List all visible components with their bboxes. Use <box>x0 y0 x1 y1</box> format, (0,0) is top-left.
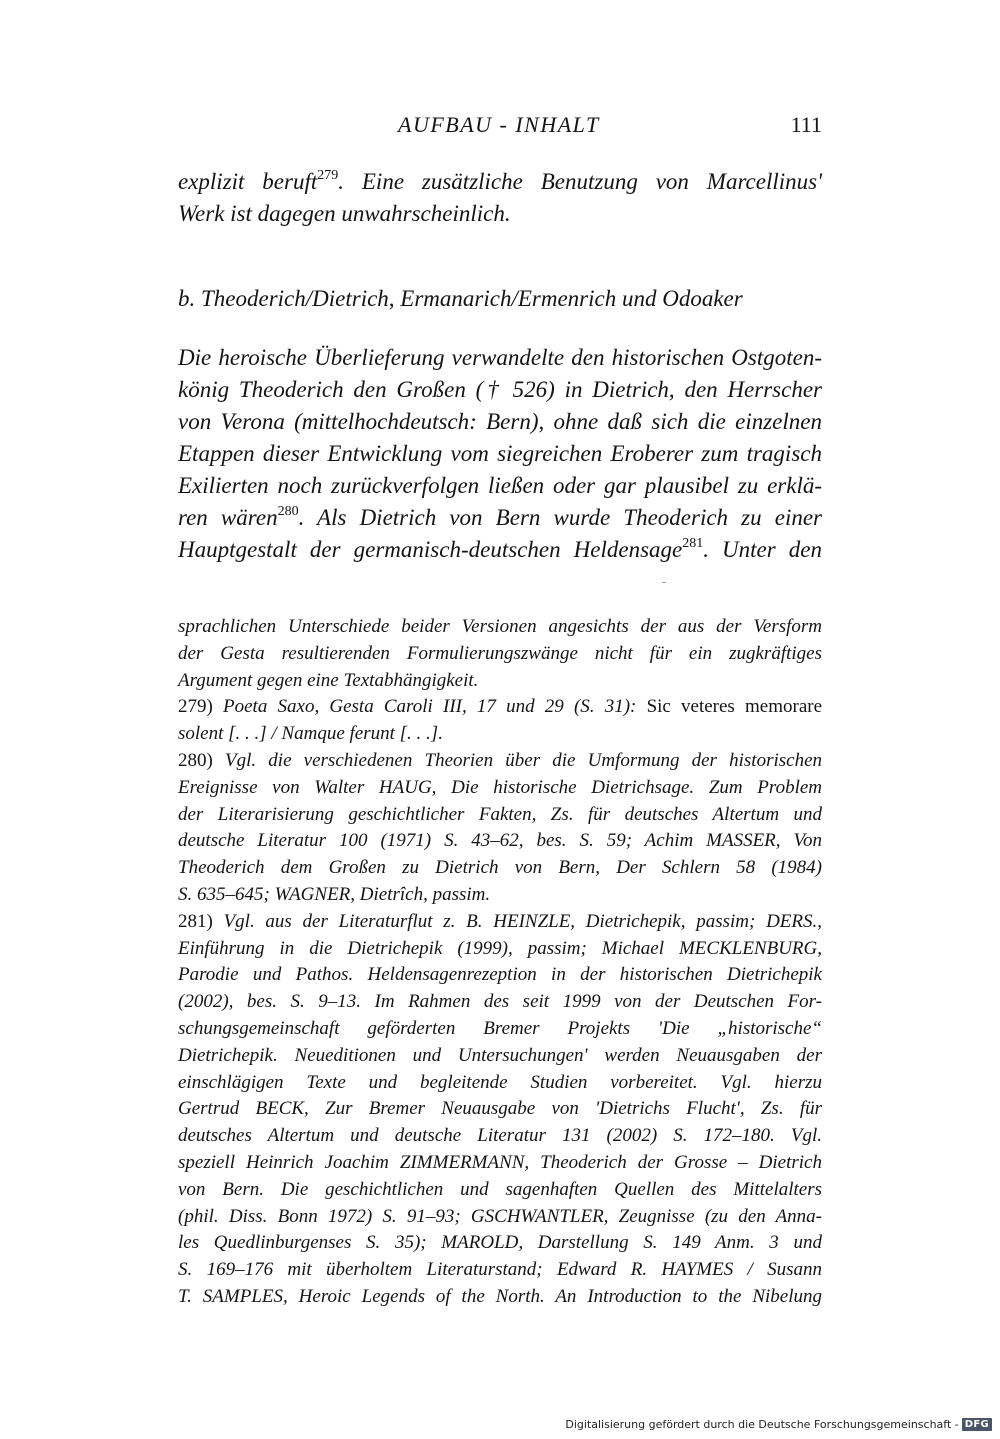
footnote-label: 281) <box>178 910 213 932</box>
footnote-ref[interactable]: 279 <box>317 168 339 183</box>
footnote-line: der Gesta resultierenden Formulierungszwänge nicht für ein zugkräftiges <box>178 642 822 664</box>
footnote-ref[interactable]: 281 <box>682 536 704 551</box>
footnote-line: schungsgemeinschaft geförderten Bremer Projekts 'Die „historische“ <box>178 1017 822 1039</box>
footnote-line: von Bern. Die geschichtlichen und sagenhaften Quellen des Mittelalters <box>178 1178 822 1200</box>
dfg-logo-icon: DFG <box>962 1418 992 1431</box>
footnote-line: Einführung in die Dietrichepik (1999), passim; Michael MECKLENBURG, <box>178 937 822 959</box>
footnote-280: 280) Vgl. die verschiedenen Theorien über die Umformung der historischen <box>178 749 822 771</box>
footnote-line: T. SAMPLES, Heroic Legends of the North. An Introduction to the Nibelung <box>178 1285 822 1307</box>
footnote-line: sprachlichen Unterschiede beider Versionen angesichts der aus der Versform <box>178 616 822 637</box>
body-line: von Verona (mittelhochdeutsch: Bern), ohne daß sich die einzelnen <box>178 409 822 434</box>
footnote-line: deutsches Altertum und deutsche Literatur 131 (2002) S. 172–180. Vgl. <box>178 1125 822 1147</box>
section-heading: b. Theoderich/Dietrich, Ermanarich/Ermenrich und Odoaker <box>178 286 743 311</box>
footnote-ref[interactable]: 280 <box>277 504 299 519</box>
footnote-line: les Quedlinburgenses S. 35); MAROLD, Darstellung S. 149 Anm. 3 und <box>178 1232 822 1254</box>
footnote-line: S. 635–645; WAGNER, Dietrîch, passim. <box>178 883 491 905</box>
footnote-281: 281) Vgl. aus der Literaturflut z. B. HEINZLE, Dietrichepik, passim; DERS., <box>178 910 822 932</box>
footnote-line: Dietrichepik. Neueditionen und Untersuchungen' werden Neuausgaben der <box>178 1044 822 1066</box>
body-line: explizit beruft$^{279}$. Eine zusätzliche Benutzung von Marcellinus' <box>178 168 822 194</box>
body-line: Die heroische Überlieferung verwandelte den historischen Ostgoten- <box>178 345 822 370</box>
footnote-line: Argument gegen eine Textabhängigkeit. <box>178 669 479 691</box>
footnote-line: speziell Heinrich Joachim ZIMMERMANN, Theoderich der Grosse – Dietrich <box>178 1151 822 1173</box>
running-head <box>0 112 1000 148</box>
footnote-line: einschlägigen Texte und begleitende Studien vorbereitet. Vgl. hierzu <box>178 1071 822 1093</box>
footnote-line: Theoderich dem Großen zu Dietrich von Bern, Der Schlern 58 (1984) <box>178 857 822 879</box>
footnote-line: solent [. . .] / Namque ferunt [. . .]. <box>178 723 443 745</box>
body-line: könig Theoderich den Großen († 526) in Dietrich, den Herrscher <box>178 377 822 402</box>
footnote-label: 279) <box>178 696 213 718</box>
footnote-label: 280) <box>178 749 213 771</box>
footnote-line: S. 169–176 mit überholtem Literaturstand; Edward R. HAYMES / Susann <box>178 1259 822 1281</box>
footnote-separator <box>662 582 666 583</box>
main-paragraph <box>178 342 822 566</box>
footnote-line: (phil. Diss. Bonn 1972) S. 91–93; GSCHWANTLER, Zeugnisse (zu den Anna- <box>178 1205 822 1227</box>
body-line: ren wären$^{280}$. Als Dietrich von Bern wurde Theoderich zu einer <box>178 504 823 530</box>
footnote-line: Ereignisse von Walter HAUG, Die historische Dietrichsage. Zum Problem <box>178 776 822 798</box>
footnote-line: Parodie und Pathos. Heldensagenrezeption in der historischen Dietrichepik <box>178 964 822 986</box>
running-title: AUFBAU - INHALT <box>398 112 600 137</box>
digitization-credit <box>565 1416 992 1432</box>
footnote-line: der Literarisierung geschichtlicher Fakten, Zs. für deutsches Altertum und <box>178 803 822 825</box>
footnote-line: Gertrud BECK, Zur Bremer Neuausgabe von 'Dietrichs Flucht', Zs. für <box>178 1098 822 1120</box>
intro-paragraph <box>178 166 822 230</box>
credit-text: Digitalisierung gefördert durch die Deutsche Forschungsgemeinschaft - <box>565 1417 959 1431</box>
body-line: Exilierten noch zurückverfolgen ließen oder gar plausibel zu erklä- <box>178 473 822 498</box>
body-line: Hauptgestalt der germanisch-deutschen Heldensage$^{281}$. Unter den <box>178 536 822 562</box>
body-line: Etappen dieser Entwicklung vom siegreichen Eroberer zum tragisch <box>178 441 822 466</box>
footnote-279: 279) Poeta Saxo, Gesta Caroli III, 17 und 29 (S. 31): Sic veteres memorare <box>178 696 823 718</box>
footnote-line: deutsche Literatur 100 (1971) S. 43–62, bes. S. 59; Achim MASSER, Von <box>178 830 822 852</box>
footnotes <box>178 614 822 1311</box>
body-line: Werk ist dagegen unwahrscheinlich. <box>178 201 511 226</box>
footnote-line: (2002), bes. S. 9–13. Im Rahmen des seit 1999 von der Deutschen For- <box>178 991 822 1013</box>
page-number: 111 <box>790 112 822 137</box>
